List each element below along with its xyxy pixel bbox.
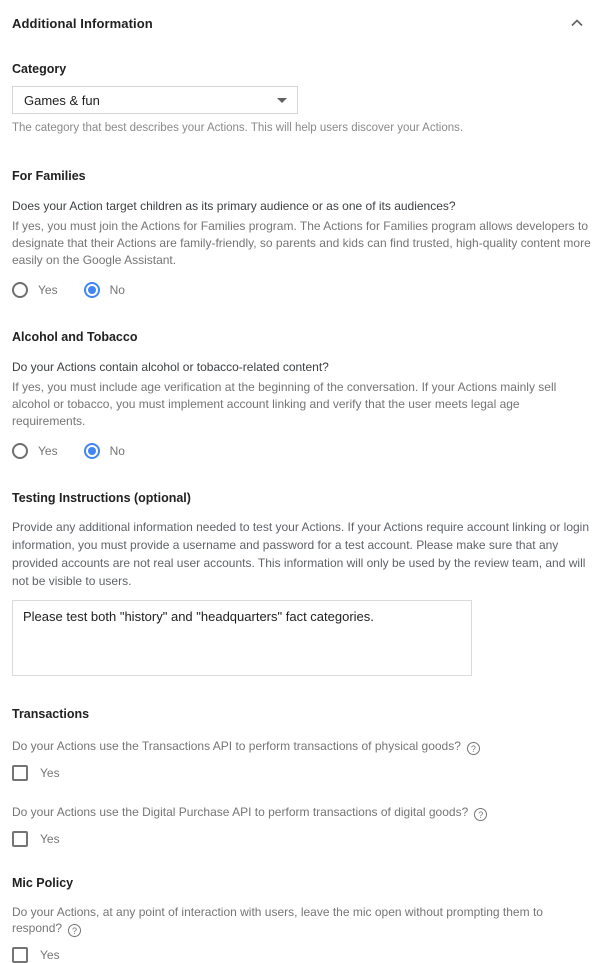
help-icon[interactable] bbox=[467, 742, 480, 755]
alcohol-tobacco-helper-text: If yes, you must include age verification at the beginning of the conversation. If your Actions mainly sell alcohol or tobacco, you must implement account linking and verify that the user meets legal age requirements. bbox=[12, 380, 557, 428]
collapse-section-button[interactable] bbox=[569, 15, 585, 31]
transactions-title: Transactions bbox=[12, 707, 90, 721]
transactions-physical-checkbox-row[interactable] bbox=[12, 765, 591, 781]
radio-checked-icon[interactable] bbox=[84, 282, 100, 298]
mic-policy-checkbox-row[interactable] bbox=[12, 947, 591, 963]
for-families-radio-no[interactable] bbox=[84, 282, 125, 298]
checkbox-unchecked-icon[interactable] bbox=[12, 831, 28, 847]
checkbox-label: Yes bbox=[40, 766, 60, 780]
panel-header bbox=[12, 0, 591, 31]
alcohol-tobacco-radio-yes[interactable] bbox=[12, 443, 58, 459]
chevron-up-icon bbox=[571, 19, 583, 27]
transactions-question-physical bbox=[12, 738, 591, 755]
radio-checked-icon[interactable] bbox=[84, 443, 100, 459]
category-select[interactable] bbox=[12, 86, 298, 114]
for-families-question: Does your Action target children as its primary audience or as one of its audiences? bbox=[12, 199, 456, 213]
help-icon[interactable] bbox=[474, 808, 487, 821]
radio-unchecked-icon[interactable] bbox=[12, 443, 28, 459]
question-text: Do your Actions use the Transactions API to perform transactions of physical goods? bbox=[12, 739, 461, 753]
mic-policy-title: Mic Policy bbox=[12, 876, 74, 890]
testing-instructions-input[interactable] bbox=[12, 600, 472, 676]
help-icon[interactable] bbox=[68, 924, 81, 937]
category-selected-value: Games & fun bbox=[24, 92, 100, 108]
radio-label: No bbox=[109, 444, 125, 458]
for-families-helper-text: If yes, you must join the Actions for Families program. The Actions for Families program allows developers to designate that their Actions are family-friendly, so parents and kids can find trusted, high-quality content more easily on the Google Assistant. bbox=[12, 219, 591, 267]
category-label: Category bbox=[12, 62, 67, 76]
question-text: Do your Actions use the Digital Purchase API to perform transactions of digital goods? bbox=[12, 805, 469, 819]
checkbox-label: Yes bbox=[40, 948, 60, 962]
arrow-drop-down-icon bbox=[277, 98, 287, 103]
checkbox-label: Yes bbox=[40, 832, 60, 846]
alcohol-tobacco-question: Do your Actions contain alcohol or tobacco-related content? bbox=[12, 360, 329, 374]
radio-label: Yes bbox=[38, 283, 58, 297]
radio-label: No bbox=[109, 283, 125, 297]
radio-label: Yes bbox=[38, 444, 58, 458]
transactions-question-digital bbox=[12, 804, 591, 821]
question-text: Do your Actions, at any point of interaction with users, leave the mic open without prompting them to respond? bbox=[12, 905, 543, 935]
alcohol-tobacco-radio-group bbox=[12, 443, 591, 459]
panel-title: Additional Information bbox=[12, 15, 153, 31]
testing-instructions-title: Testing Instructions (optional) bbox=[12, 491, 191, 505]
testing-instructions-description: Provide any additional information needed to test your Actions. If your Actions require account linking or login information, you must provide a username and password for a test account. Please make sure that any provided accounts are not real user accounts. This information will only be used by the review team, and will not be visible to users. bbox=[12, 520, 590, 588]
checkbox-unchecked-icon[interactable] bbox=[12, 765, 28, 781]
checkbox-unchecked-icon[interactable] bbox=[12, 947, 28, 963]
radio-unchecked-icon[interactable] bbox=[12, 282, 28, 298]
category-helper-text: The category that best describes your Actions. This will help users discover your Actions. bbox=[12, 122, 464, 134]
for-families-radio-group bbox=[12, 282, 591, 298]
alcohol-tobacco-title: Alcohol and Tobacco bbox=[12, 330, 138, 344]
transactions-digital-checkbox-row[interactable] bbox=[12, 831, 591, 847]
mic-policy-question bbox=[12, 904, 572, 937]
alcohol-tobacco-radio-no[interactable] bbox=[84, 443, 125, 459]
for-families-title: For Families bbox=[12, 169, 86, 183]
for-families-radio-yes[interactable] bbox=[12, 282, 58, 298]
